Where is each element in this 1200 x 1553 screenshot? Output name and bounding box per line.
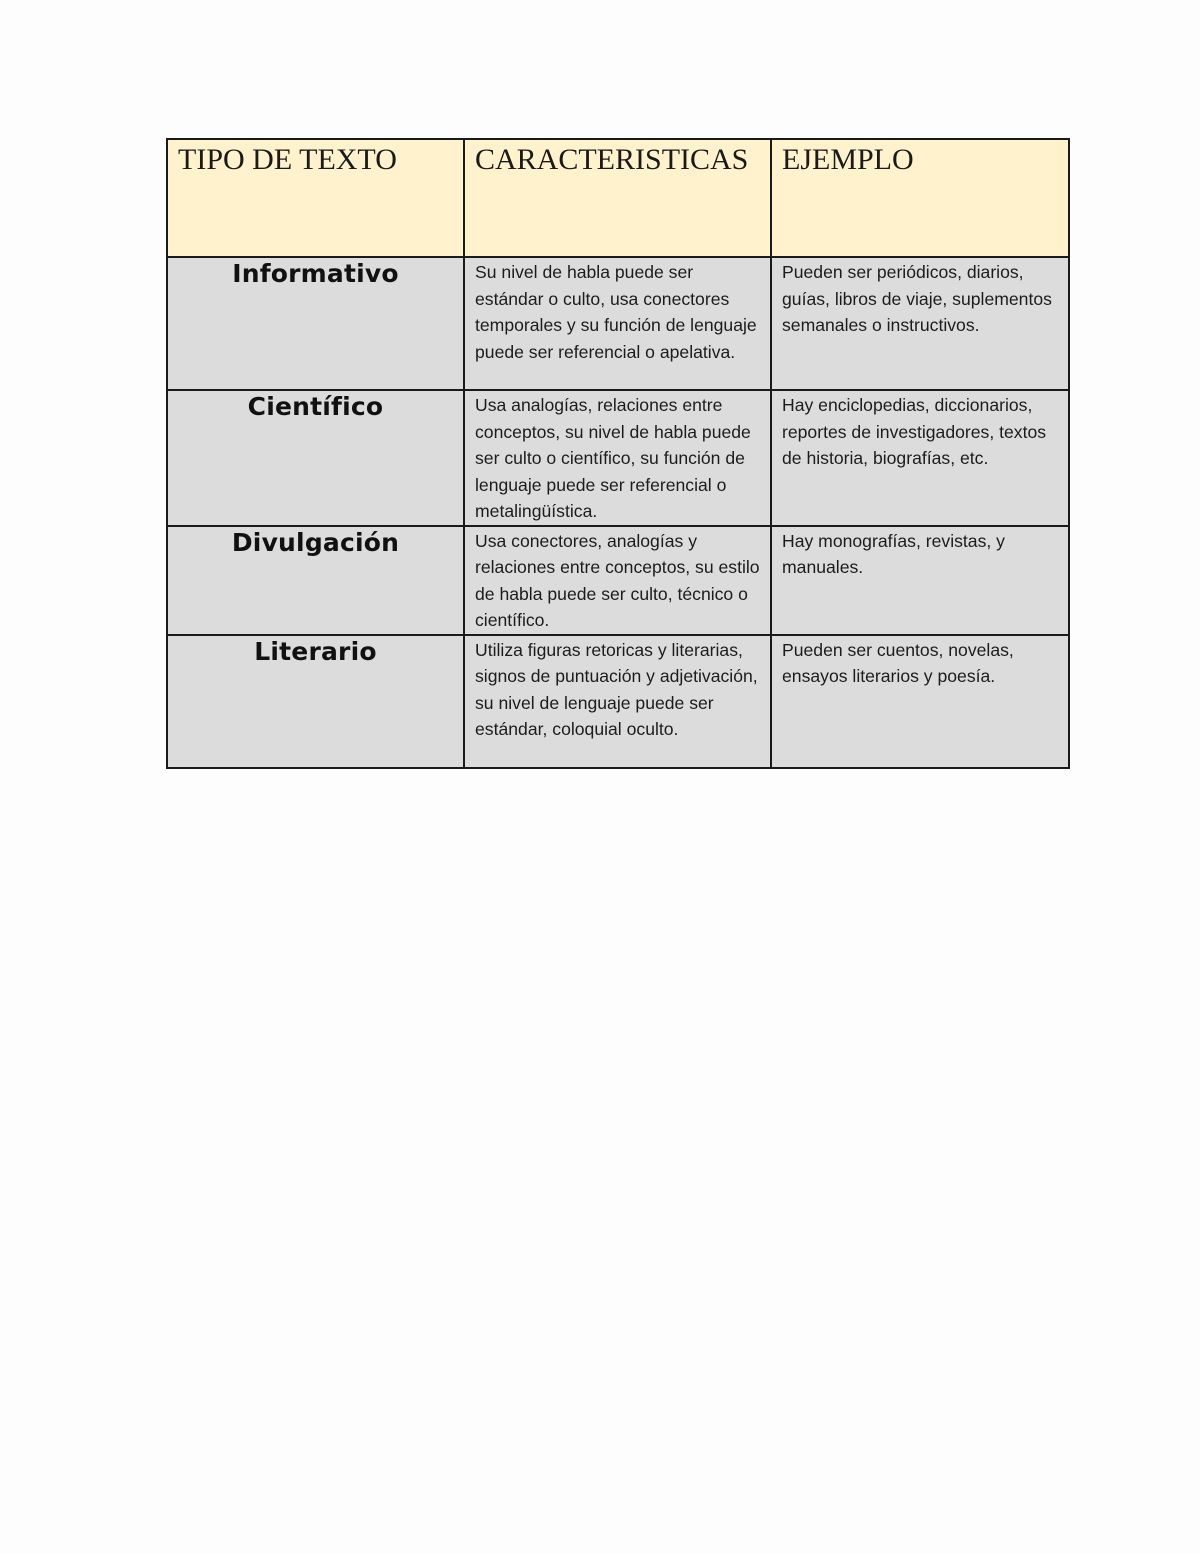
header-tipo-de-texto: TIPO DE TEXTO bbox=[167, 139, 464, 257]
characteristics-cell: Su nivel de habla puede ser estándar o culto, usa conectores temporales y su función de lenguaje puede ser referencial o apelativa. bbox=[464, 257, 771, 390]
example-cell: Hay monografías, revistas, y manuales. bbox=[771, 526, 1069, 635]
header-ejemplo: EJEMPLO bbox=[771, 139, 1069, 257]
text-types-table bbox=[166, 138, 1070, 769]
type-cell: Científico bbox=[167, 390, 464, 526]
table-header-row bbox=[167, 139, 1069, 257]
characteristics-cell: Usa conectores, analogías y relaciones entre conceptos, su estilo de habla puede ser culto, técnico o científico. bbox=[464, 526, 771, 635]
table-row bbox=[167, 526, 1069, 635]
table-row bbox=[167, 635, 1069, 768]
characteristics-cell: Utiliza figuras retoricas y literarias, signos de puntuación y adjetivación, su nivel de lenguaje puede ser estándar, coloquial oculto. bbox=[464, 635, 771, 768]
type-cell: Divulgación bbox=[167, 526, 464, 635]
example-cell: Pueden ser cuentos, novelas, ensayos literarios y poesía. bbox=[771, 635, 1069, 768]
header-caracteristicas: CARACTERISTICAS bbox=[464, 139, 771, 257]
type-cell: Informativo bbox=[167, 257, 464, 390]
example-cell: Pueden ser periódicos, diarios, guías, libros de viaje, suplementos semanales o instructivos. bbox=[771, 257, 1069, 390]
example-cell: Hay enciclopedias, diccionarios, reportes de investigadores, textos de historia, biografías, etc. bbox=[771, 390, 1069, 526]
characteristics-cell: Usa analogías, relaciones entre conceptos, su nivel de habla puede ser culto o científico, su función de lenguaje puede ser referencial o metalingüística. bbox=[464, 390, 771, 526]
table-row bbox=[167, 390, 1069, 526]
table-row bbox=[167, 257, 1069, 390]
type-cell: Literario bbox=[167, 635, 464, 768]
